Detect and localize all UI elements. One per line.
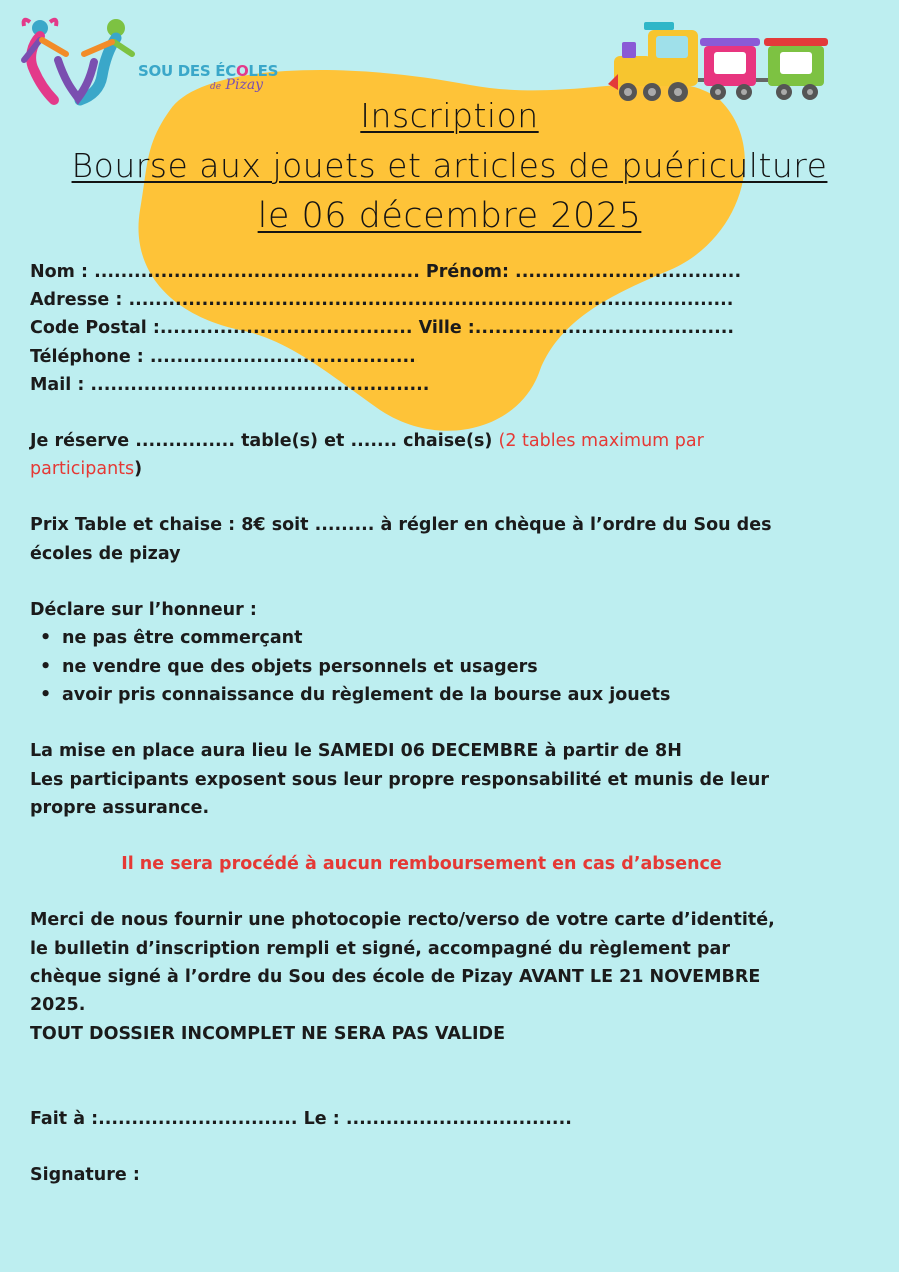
logo-line-1: SOU DES ÉCOLES xyxy=(138,62,279,80)
field-mail[interactable]: Mail : ................................................... xyxy=(30,375,430,395)
field-code-postal-ville[interactable]: Code Postal :...................................... Ville :....................................... xyxy=(30,318,735,338)
title-inscription: Inscription xyxy=(360,96,539,135)
instructions-line-1: Merci de nous fournir une photocopie recto/verso de votre carte d’identité, xyxy=(30,910,775,930)
field-fait-le[interactable]: Fait à :.............................. Le : .................................. xyxy=(30,1109,572,1129)
title-event: Bourse aux jouets et articles de puériculture xyxy=(71,146,828,185)
price-line-2: écoles de pizay xyxy=(30,544,181,564)
signature-label[interactable]: Signature : xyxy=(30,1165,140,1185)
field-adresse[interactable]: Adresse : ........................................................................................... xyxy=(30,290,734,310)
setup-line-3: propre assurance. xyxy=(30,798,210,818)
instructions-line-3: chèque signé à l’ordre du Sou des école de Pizay AVANT LE 21 NOVEMBRE xyxy=(30,967,761,987)
reservation-note: (2 tables maximum par xyxy=(498,431,704,451)
instructions-line-2: le bulletin d’inscription rempli et signé, accompagné du règlement par xyxy=(30,939,730,959)
reservation-line[interactable]: Je réserve ............... table(s) et ....... chaise(s) (2 tables maximum par xyxy=(30,431,704,451)
field-nom-prenom[interactable]: Nom : ................................................. Prénom: .................................. xyxy=(30,262,742,282)
reservation-line-2: participants) xyxy=(30,459,143,479)
title-date: le 06 décembre 2025 xyxy=(257,196,642,236)
logo-wordmark xyxy=(138,62,278,93)
setup-line-2: Les participants exposent sous leur propre responsabilité et munis de leur xyxy=(30,770,769,790)
logo-line-2: de Pizay xyxy=(210,77,264,93)
declaration-item: • ne vendre que des objets personnels et usagers xyxy=(40,653,538,681)
declaration-item: • avoir pris connaissance du règlement de la bourse aux jouets xyxy=(40,681,670,709)
declaration-item: • ne pas être commerçant xyxy=(40,624,302,652)
price-line-1: Prix Table et chaise : 8€ soit ......... à régler en chèque à l’ordre du Sou des xyxy=(30,515,772,535)
children-logo-icon xyxy=(18,14,138,106)
field-telephone[interactable]: Téléphone : ........................................ xyxy=(30,347,416,367)
declaration-heading: Déclare sur l’honneur : xyxy=(30,600,257,620)
toy-train-icon xyxy=(604,18,834,104)
setup-line-1: La mise en place aura lieu le SAMEDI 06 DECEMBRE à partir de 8H xyxy=(30,741,682,761)
instructions-line-4: 2025. xyxy=(30,995,86,1015)
instructions-line-5: TOUT DOSSIER INCOMPLET NE SERA PAS VALIDE xyxy=(30,1024,506,1044)
refund-warning: Il ne sera procédé à aucun remboursement en cas d’absence xyxy=(121,854,722,874)
